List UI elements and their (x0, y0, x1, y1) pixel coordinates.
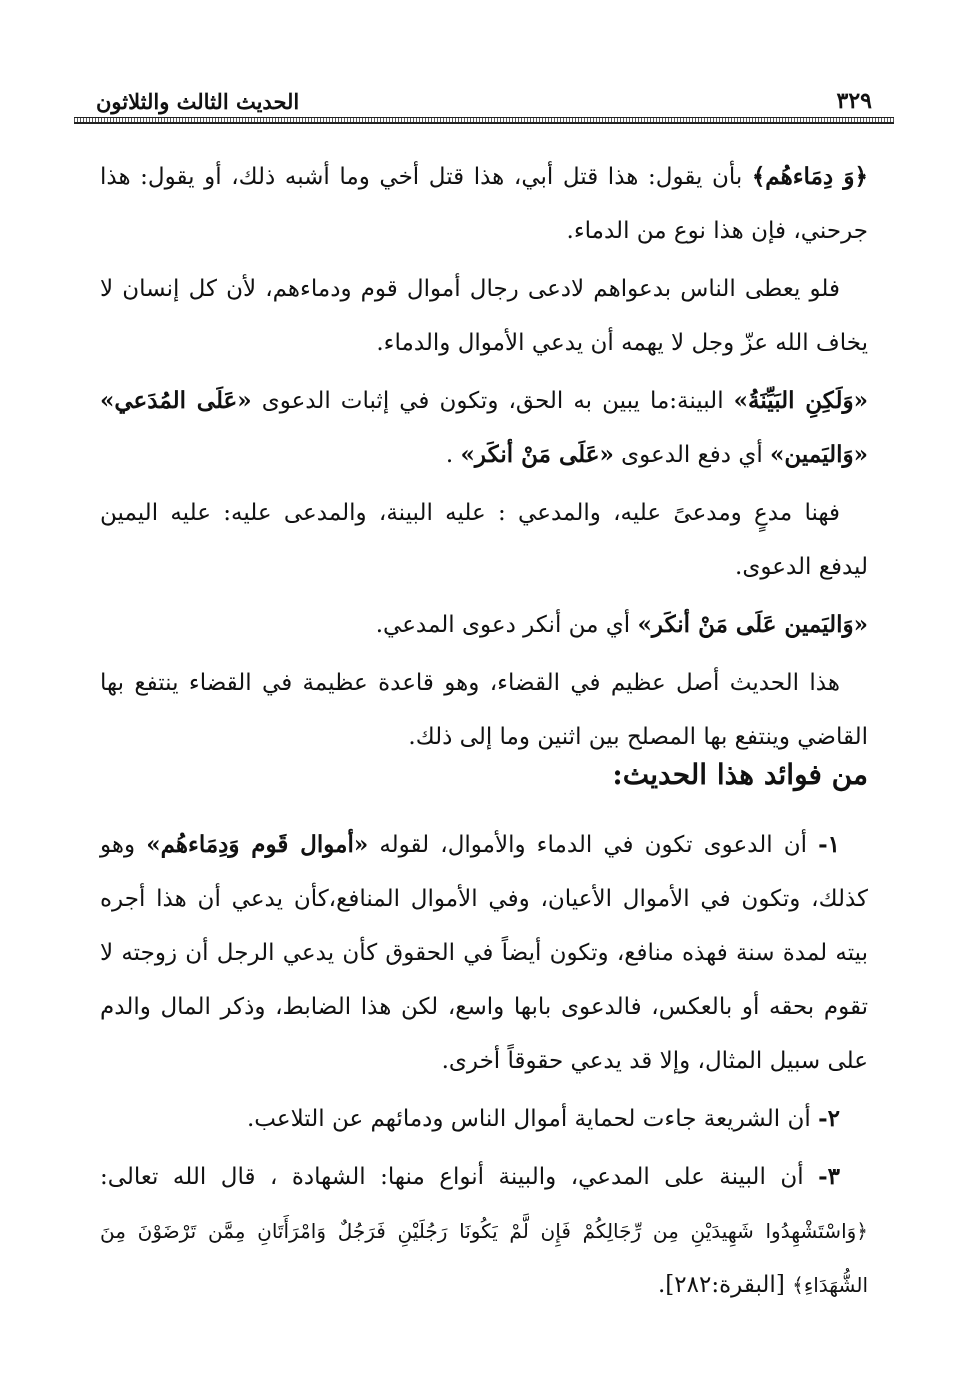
benefit-item-1 (100, 818, 868, 1088)
header-rule (74, 117, 894, 124)
benefit-item-3 (100, 1150, 868, 1312)
paragraph-text: بأن يقول: هذا قتل أبي، هذا قتل أخي وما أشبه ذلك، أو يقول: هذا جرحني، فإن هذا نوع من الدماء. (100, 164, 868, 244)
item-number: ١- (818, 831, 840, 858)
paragraph-4: فهنا مدعٍ ومدعىً عليه، والمدعي : عليه البينة، والمدعى عليه: عليه اليمين ليدفع الدعوى. (100, 500, 868, 580)
quote-text: «أموال قَوم وَدِمَاءهُم» (146, 831, 369, 858)
verse-reference: [البقرة:٢٨٢]. (658, 1272, 793, 1298)
paragraph-text: أي من أنكر دعوى المدعي. (375, 612, 638, 638)
page-number: ٣٢٩ (836, 88, 872, 114)
quote-text: «وَلَكِنِ البَيِّنَةُ» (733, 387, 868, 414)
quote-text: «عَلَى المُدَعي» (100, 387, 252, 414)
benefit-text: أن البينة على المدعي، والبينة أنواع منها: الشهادة ، قال الله تعالى: (100, 1164, 819, 1190)
section-heading: من فوائد هذا الحديث: (612, 758, 868, 791)
benefit-text: وهو كذلك، وتكون في الأموال الأعيان، وفي الأموال المنافع،كأن يدعي أن هذا أجره بيته لمدة سنة فهذه منافع، وتكون أيضاً في الحقوق كأن يدعي الرجل أن زوجته لا تقوم بحقه أو بالعكس، فالدعوى بابها واسع، لكن هذا الضابط، وذكر المال والدم على سبيل المثال، وإلا قد يدعي حقوقاً أخرى. (100, 832, 868, 1074)
benefits-list (100, 818, 868, 1316)
paragraph-6: هذا الحديث أصل عظيم في القضاء، وهو قاعدة عظيمة في القضاء ينتفع بها القاضي وينتفع بها المصلح بين اثنين وما إلى ذلك. (100, 670, 868, 750)
running-head (96, 78, 872, 114)
benefit-text: أن الشريعة جاءت لحماية أموال الناس ودمائهم عن التلاعب. (246, 1106, 819, 1132)
quote-text: ﴿وَ دِمَاءهُم﴾ (751, 163, 868, 190)
item-number: ٣- (818, 1163, 840, 1190)
benefit-item-2 (100, 1092, 868, 1146)
quote-text: «وَاليَمين» (770, 441, 868, 468)
item-number: ٢- (818, 1105, 840, 1132)
body-text (100, 150, 868, 768)
paragraph-text: . (445, 442, 461, 468)
paragraph-text: أي دفع الدعوى (613, 442, 771, 468)
paragraph-text: البينة:ما يبين به الحق، وتكون في إثبات الدعوى (251, 388, 734, 414)
paragraph-2: فلو يعطى الناس بدعواهم لادعى رجال أموال قوم ودماءهم، لأن كل إنسان لا يخاف الله عزّ وجل لا يهمه أن يدعي الأموال والدماء. (100, 276, 868, 356)
paragraph-5 (100, 598, 868, 652)
quote-text: «عَلَى مَنْ أنكَر» (460, 441, 614, 468)
quote-text: «وَاليَمين عَلَى مَنْ أنكَر» (637, 611, 868, 638)
running-title: الحديث الثالث والثلاثون (96, 89, 300, 114)
quran-verse: ﴿وَاسْتَشْهِدُوا شَهِيدَيْنِ مِن رِّجَالِكُمْ فَإِن لَّمْ يَكُونَا رَجُلَيْنِ فَرَجُلٌ وَامْرَأَتَانِ مِمَّن تَرْضَوْنَ مِنَ الشُّهَدَاءِ﴾ (100, 1219, 868, 1297)
paragraph-3 (100, 374, 868, 482)
benefit-text: أن الدعوى تكون في الدماء والأموال، لقوله (368, 832, 819, 858)
paragraph-1 (100, 150, 868, 258)
